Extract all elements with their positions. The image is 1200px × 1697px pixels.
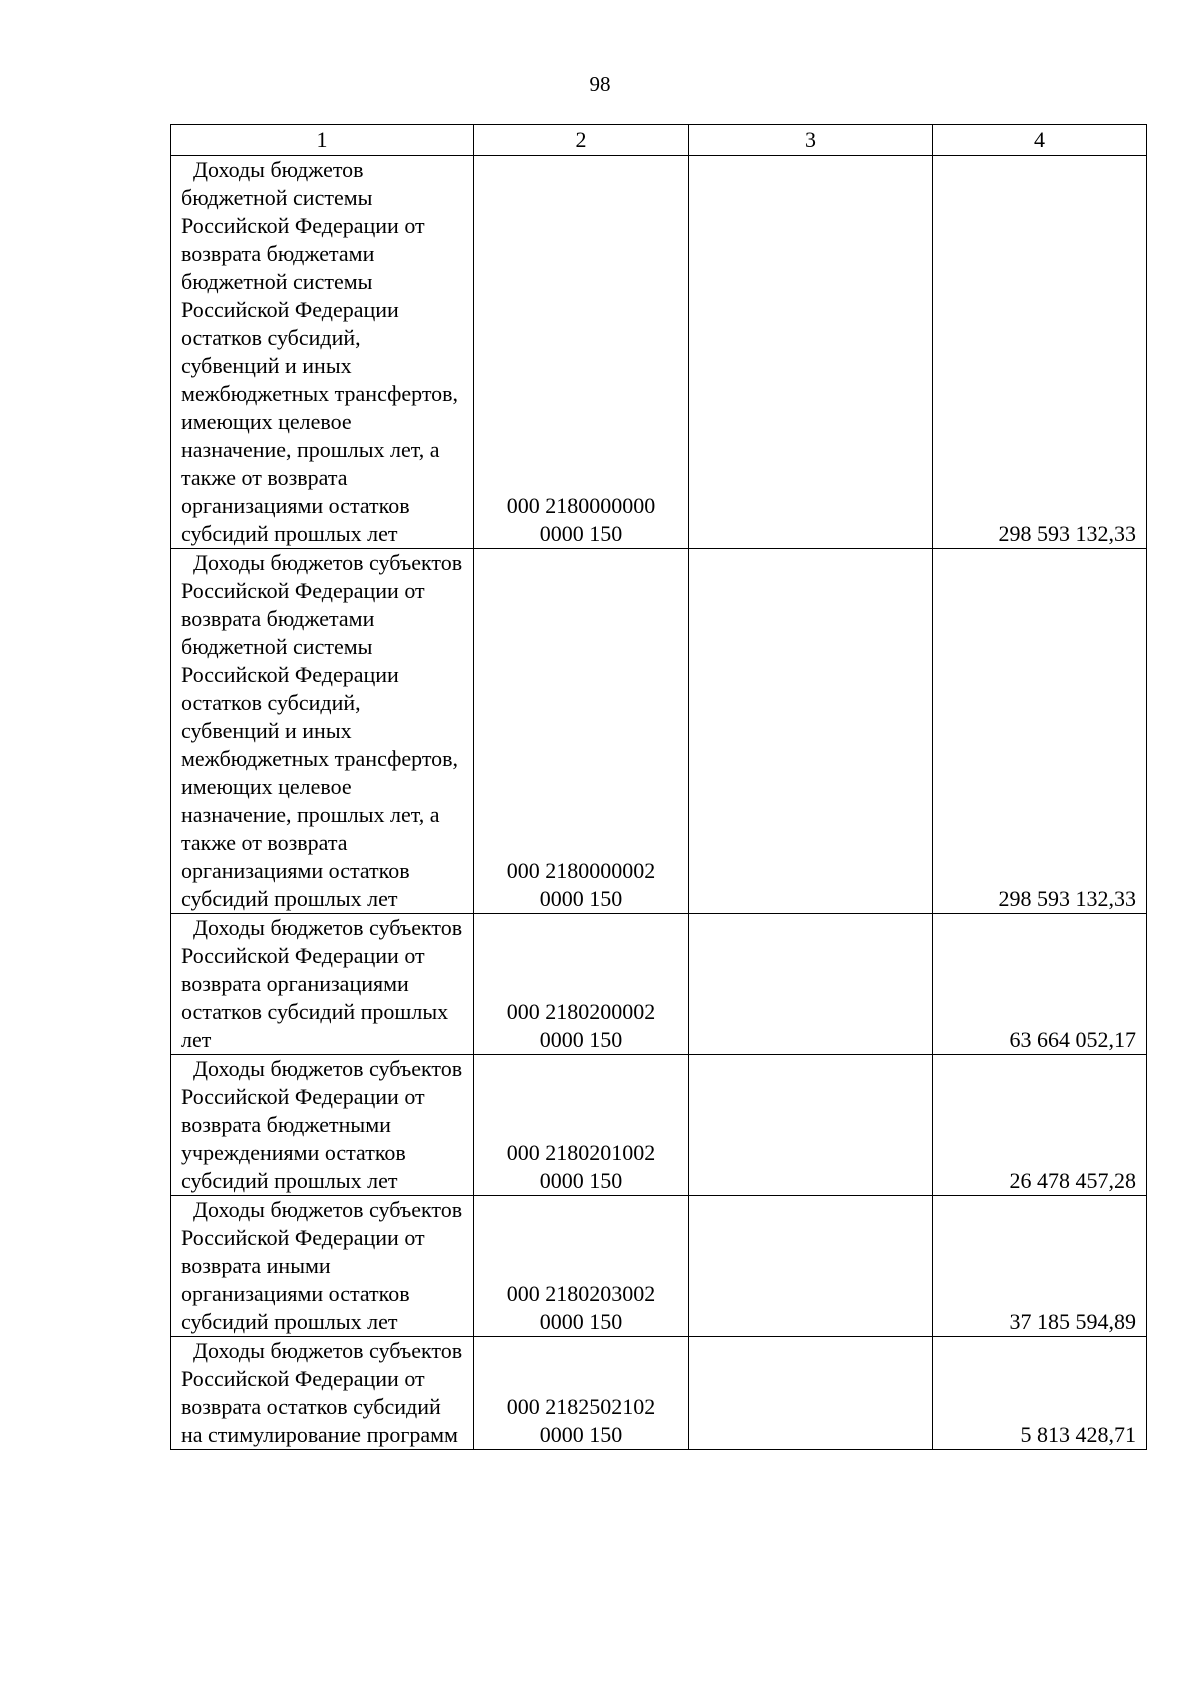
column-header-2: 2 <box>474 125 689 156</box>
row-code-line1: 000 2180203002 <box>506 1281 656 1306</box>
row-name-cell <box>171 156 474 549</box>
row-code-line1: 000 2180201002 <box>506 1140 656 1165</box>
table-header-row <box>171 125 1147 156</box>
row-name-cell <box>171 1337 474 1450</box>
row-code-cell <box>474 1055 689 1196</box>
row-code-line2: 0000 150 <box>539 1309 623 1334</box>
row-code-cell <box>474 549 689 914</box>
row-code-line1: 000 2182502102 <box>506 1394 656 1419</box>
row-col3-cell <box>689 1055 933 1196</box>
row-amount: 63 664 052,17 <box>933 914 1147 1055</box>
row-code-line2: 0000 150 <box>539 1168 623 1193</box>
table-row <box>171 1055 1147 1196</box>
row-name: Доходы бюджетов субъектов Российской Федерации от возврата остатков субсидий на стимулирование программ <box>181 1338 463 1447</box>
column-header-4: 4 <box>933 125 1147 156</box>
table-row <box>171 1196 1147 1337</box>
row-amount: 298 593 132,33 <box>933 156 1147 549</box>
row-col3-cell <box>689 1196 933 1337</box>
row-name: Доходы бюджетов бюджетной системы Российской Федерации от возврата бюджетами бюджетной системы Российской Федерации остатков субсидий, субвенций и иных межбюджетных трансфертов, имеющих целевое назначение, прошлых лет, а также от возврата организациями остатков субсидий прошлых лет <box>181 157 459 546</box>
row-col3-cell <box>689 156 933 549</box>
row-code-line1: 000 2180200002 <box>506 999 656 1024</box>
row-code-cell <box>474 1196 689 1337</box>
row-code-line2: 0000 150 <box>539 1027 623 1052</box>
row-code-line2: 0000 150 <box>539 886 623 911</box>
table-row <box>171 156 1147 549</box>
column-header-1: 1 <box>171 125 474 156</box>
row-name-cell <box>171 1055 474 1196</box>
row-name: Доходы бюджетов субъектов Российской Федерации от возврата бюджетными учреждениями остатков субсидий прошлых лет <box>181 1056 463 1193</box>
row-code-cell <box>474 914 689 1055</box>
page-number: 98 <box>589 72 611 96</box>
row-name: Доходы бюджетов субъектов Российской Федерации от возврата иными организациями остатков субсидий прошлых лет <box>181 1197 463 1334</box>
row-name-cell <box>171 549 474 914</box>
row-name: Доходы бюджетов субъектов Российской Федерации от возврата бюджетами бюджетной системы Российской Федерации остатков субсидий, субвенций и иных межбюджетных трансфертов, имеющих целевое назначение, прошлых лет, а также от возврата организациями остатков субсидий прошлых лет <box>181 550 463 911</box>
column-header-3: 3 <box>689 125 933 156</box>
row-amount: 26 478 457,28 <box>933 1055 1147 1196</box>
table-row <box>171 1337 1147 1450</box>
row-name: Доходы бюджетов субъектов Российской Федерации от возврата организациями остатков субсидий прошлых лет <box>181 915 463 1052</box>
row-amount: 5 813 428,71 <box>933 1337 1147 1450</box>
row-col3-cell <box>689 914 933 1055</box>
table-row <box>171 549 1147 914</box>
row-code-line1: 000 2180000002 <box>506 858 656 883</box>
row-col3-cell <box>689 549 933 914</box>
row-code-cell <box>474 156 689 549</box>
row-code-line2: 0000 150 <box>539 521 623 546</box>
row-code-line2: 0000 150 <box>539 1422 623 1447</box>
row-name-cell <box>171 1196 474 1337</box>
table-row <box>171 914 1147 1055</box>
row-col3-cell <box>689 1337 933 1450</box>
revenue-table <box>170 124 1147 1450</box>
row-amount: 37 185 594,89 <box>933 1196 1147 1337</box>
row-code-cell <box>474 1337 689 1450</box>
row-amount: 298 593 132,33 <box>933 549 1147 914</box>
row-name-cell <box>171 914 474 1055</box>
row-code-line1: 000 2180000000 <box>506 493 656 518</box>
